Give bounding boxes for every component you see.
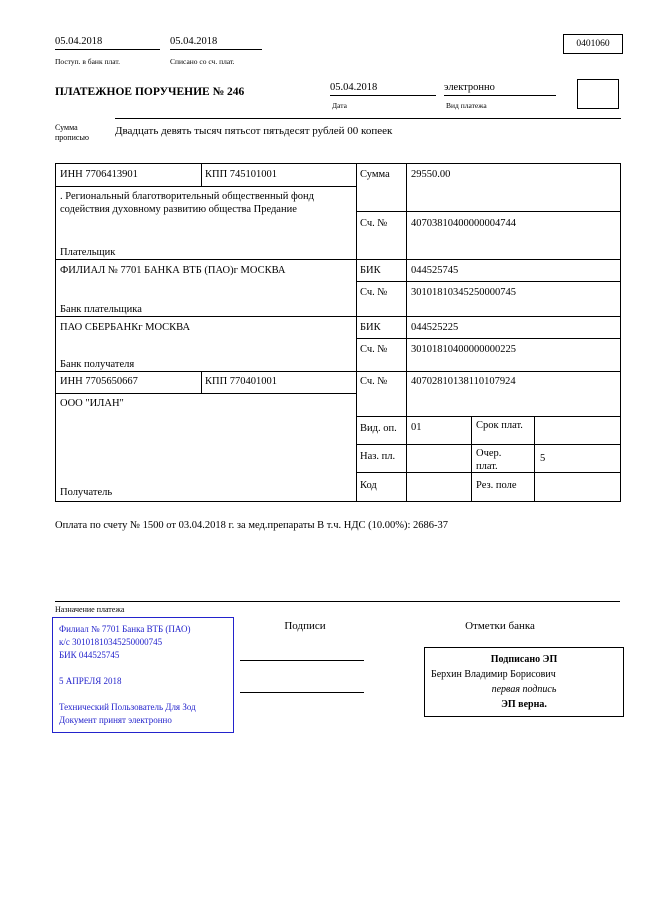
grid-line [56, 393, 356, 394]
grid-line [356, 416, 620, 417]
requisites-table [55, 163, 621, 502]
payer-account-label: Сч. № [360, 218, 388, 229]
payment-kind-value: электронно [444, 82, 495, 93]
amount-words-label-line2: прописью [55, 133, 90, 142]
payer-bank-account-label: Сч. № [360, 287, 388, 298]
payer-bank-account: 30101810345250000745 [411, 287, 516, 298]
signature-line-2 [240, 692, 364, 693]
document-date-label: Дата [332, 101, 347, 110]
date-received-value: 05.04.2018 [55, 36, 103, 47]
payee-account-label: Сч. № [360, 376, 388, 387]
stamp-line: 5 АПРЕЛЯ 2018 [59, 676, 122, 686]
grid-line [356, 444, 620, 445]
vid-op-value: 01 [411, 422, 422, 433]
form-code: 0401060 [576, 39, 610, 49]
payer-bank-section-label: Банк плательщика [60, 304, 142, 315]
payee-bank-name: ПАО СБЕРБАНКг МОСКВА [60, 322, 191, 333]
purpose-text: Оплата по счету № 1500 от 03.04.2018 г. за мед.препараты В т.ч. НДС (10.00%): 2686-37 [55, 520, 449, 531]
signatures-label: Подписи [284, 620, 326, 632]
date-debited-label: Списано со сч. плат. [170, 57, 235, 66]
signature-line-1 [240, 660, 364, 661]
payee-inn: ИНН 7705650667 [60, 376, 138, 387]
stamp-line: Филиал № 7701 Банка ВТБ (ПАО) [59, 624, 191, 634]
grid-line [56, 186, 356, 187]
payer-bank-name: ФИЛИАЛ № 7701 БАНКА ВТБ (ПАО)г МОСКВА [60, 265, 286, 276]
grid-line [356, 211, 620, 212]
bank-marks-label: Отметки банка [465, 620, 535, 632]
kod-label: Код [360, 480, 377, 491]
payment-kind-label: Вид платежа [446, 101, 487, 110]
vid-op-label: Вид. оп. [360, 423, 397, 434]
payee-bank-section-label: Банк получателя [60, 359, 135, 370]
grid-line [56, 316, 620, 317]
stamp-line [59, 662, 227, 675]
payer-account: 40703810400000004744 [411, 218, 516, 229]
date-debited-field [170, 36, 262, 50]
purpose-label: Назначение платежа [55, 605, 125, 614]
naz-pl-label: Наз. пл. [360, 451, 396, 462]
grid-line [356, 164, 357, 501]
grid-line [201, 371, 202, 393]
grid-line [56, 371, 620, 372]
stamp-line: Документ принят электронно [59, 715, 172, 725]
document-title: ПЛАТЕЖНОЕ ПОРУЧЕНИЕ № 246 [55, 86, 245, 98]
payee-bank-bik-label: БИК [360, 322, 381, 333]
payee-account: 40702810138110107924 [411, 376, 516, 387]
payee-bank-account: 30101810400000000225 [411, 344, 516, 355]
payer-inn: ИНН 7706413901 [60, 169, 138, 180]
payer-bank-bik: 044525745 [411, 265, 459, 276]
sum-label: Сумма [360, 169, 390, 180]
payer-kpp: КПП 745101001 [205, 169, 278, 180]
grid-line [356, 338, 620, 339]
payer-bank-bik-label: БИК [360, 265, 381, 276]
date-debited-value: 05.04.2018 [170, 36, 218, 47]
amount-words-label [55, 123, 113, 143]
document-date-field [330, 82, 436, 96]
payment-kind-field [444, 82, 556, 96]
payee-section-label: Получатель [60, 487, 113, 498]
esign-box [424, 647, 624, 717]
esign-name: Берхин Владимир Борисович [431, 669, 556, 680]
payee-name: ООО "ИЛАН" [60, 398, 124, 409]
stamp-line: БИК 044525745 [59, 650, 120, 660]
payer-name: . Региональный благотворительный общественный фонд содействия духовному развитию общества Предание [60, 191, 314, 216]
priority-box [577, 79, 619, 109]
esign-status: ЭП верна. [501, 699, 547, 710]
grid-line [56, 259, 620, 260]
payee-kpp: КПП 770401001 [205, 376, 278, 387]
esign-title: Подписано ЭП [490, 654, 558, 665]
payer-section-label: Плательщик [60, 247, 116, 258]
sum-value: 29550.00 [411, 169, 451, 180]
date-received-label: Поступ. в банк плат. [55, 57, 120, 66]
srok-plat-label: Срок плат. [476, 420, 523, 431]
esign-role: первая подпись [491, 684, 557, 695]
stamp-line: к/с 30101810345250000745 [59, 637, 163, 647]
bank-stamp [52, 617, 234, 733]
document-date-value: 05.04.2018 [330, 82, 378, 93]
payee-bank-bik: 044525225 [411, 322, 459, 333]
date-received-field [55, 36, 160, 50]
grid-line [201, 164, 202, 186]
stamp-line: Технический Пользователь Для Зод [59, 702, 196, 712]
purpose-underline [55, 601, 620, 602]
ocher-plat-value: 5 [540, 453, 546, 464]
ocher-plat-label: Очер. плат. [476, 448, 502, 473]
grid-line [406, 164, 407, 501]
grid-line [471, 416, 472, 501]
stamp-line [59, 688, 227, 701]
amount-words-label-line1: Сумма [55, 123, 78, 132]
amount-words-value: Двадцать девять тысяч пятьсот пятьдесят рублей 00 копеек [115, 118, 621, 137]
grid-line [356, 281, 620, 282]
payee-bank-account-label: Сч. № [360, 344, 388, 355]
form-code-box [563, 34, 623, 54]
rez-pole-label: Рез. поле [476, 480, 517, 491]
